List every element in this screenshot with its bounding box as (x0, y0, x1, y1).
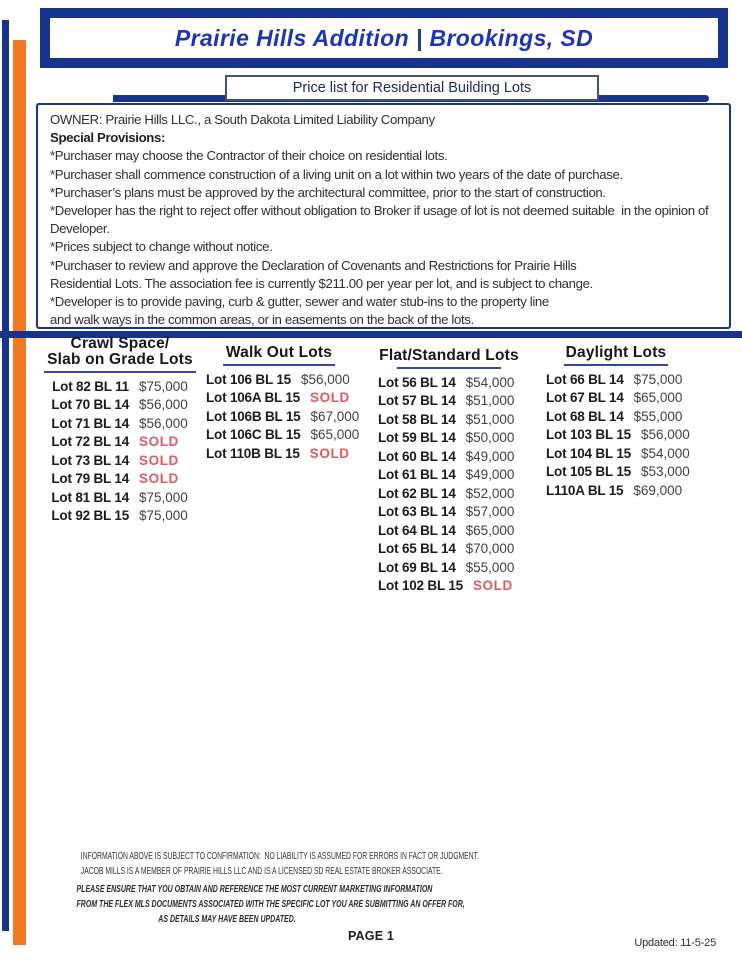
left-accent-bar-orange (13, 40, 26, 945)
lot-row (378, 392, 520, 411)
lot-price: $75,000 (139, 489, 188, 505)
lot-row (43, 377, 197, 396)
lot-price: $70,000 (465, 541, 515, 557)
lot-label: Lot 71 BL 14 (51, 415, 129, 431)
lot-row (206, 370, 352, 389)
lot-price: $69,000 (633, 482, 683, 498)
lot-price: $65,000 (310, 427, 360, 443)
lot-label: Lot 106C BL 15 (206, 427, 301, 443)
left-accent-bar-blue (2, 20, 9, 931)
section-title-line: Walk Out Lots (225, 344, 333, 361)
notice-line: PLEASE ENSURE THAT YOU OBTAIN AND REFERENCE THE MOST CURRENT MARKETING INFORMATION (76, 884, 433, 895)
updated-date-label: Updated: 11-5-25 (634, 937, 716, 949)
lot-row (546, 463, 690, 482)
lot-price: $55,000 (465, 559, 515, 575)
subtitle-box (225, 75, 599, 101)
provision-line: *Purchaser to review and approve the Declaration of Covenants and Restrictions for Prairie Hills (50, 257, 577, 273)
lot-row (378, 558, 520, 577)
section-title (206, 345, 352, 361)
lot-row (206, 444, 352, 463)
provision-line: Residential Lots. The association fee is currently $211.00 per year per lot, and is subject to change. (50, 275, 593, 291)
section-title (546, 345, 686, 361)
lot-sold-status: SOLD (139, 434, 179, 450)
lot-label: Lot 102 BL 15 (378, 578, 463, 594)
lot-sold-status: SOLD (472, 578, 513, 594)
lot-label: Lot 67 BL 14 (546, 390, 624, 406)
section-title-line: Daylight Lots (565, 344, 667, 361)
lot-price: $51,000 (465, 411, 515, 427)
lot-section-3 (546, 344, 690, 500)
lot-label: Lot 60 BL 14 (378, 448, 456, 464)
lot-row (206, 389, 352, 408)
lot-price: $65,000 (633, 390, 683, 406)
heading-underline (397, 367, 501, 369)
marketing-notice-block (12, 882, 465, 927)
lot-price: $75,000 (139, 508, 188, 524)
lot-price: $51,000 (465, 393, 515, 409)
heading-underline (44, 371, 196, 373)
header-banner (40, 8, 728, 68)
provisions-lines (50, 147, 729, 329)
lot-label: Lot 59 BL 14 (378, 430, 456, 446)
disclaimer-block (12, 849, 479, 879)
lot-label: Lot 69 BL 14 (378, 559, 456, 575)
lot-label: Lot 57 BL 14 (378, 393, 456, 409)
page-subtitle: Price list for Residential Building Lots (292, 80, 532, 96)
provision-line: Developer. (50, 221, 110, 237)
lot-row (378, 577, 520, 596)
lot-label: Lot 79 BL 14 (51, 471, 129, 487)
lot-label: Lot 105 BL 15 (546, 464, 631, 480)
provision-line: *Purchaser’s plans must be approved by the architectural committee, prior to the start of construction. (50, 184, 606, 200)
lot-row (378, 466, 520, 485)
special-provisions-label: Special Provisions: (50, 130, 166, 146)
lot-row (378, 484, 520, 503)
lot-row (43, 414, 197, 433)
lot-label: Lot 64 BL 14 (378, 522, 456, 538)
lot-row (378, 503, 520, 522)
lot-label: Lot 58 BL 14 (378, 411, 456, 427)
lot-price: $53,000 (640, 464, 690, 480)
lot-row (546, 444, 690, 463)
lot-price: $54,000 (465, 374, 515, 390)
lot-row (43, 451, 197, 470)
provision-line: *Purchaser shall commence construction of a living unit on a lot within two years of the date of purchase. (50, 166, 623, 182)
lot-label: Lot 62 BL 14 (378, 485, 456, 501)
lot-price: $52,000 (465, 485, 515, 501)
lot-row (546, 389, 686, 408)
provision-line: *Developer has the right to reject offer without obligation to Broker if usage of lot is not deemed suitable in the opinion of (50, 203, 709, 219)
lot-price: $57,000 (465, 504, 515, 520)
lot-price: $75,000 (139, 378, 188, 394)
page-title: Prairie Hills Addition | Brookings, SD (174, 24, 594, 51)
notice-line: FROM THE FLEX MLS DOCUMENTS ASSOCIATED WITH THE SPECIFIC LOT YOU ARE SUBMITTING AN OFFER FOR, (76, 899, 465, 910)
lot-price: $55,000 (633, 408, 683, 424)
lot-label: Lot 103 BL 15 (546, 427, 631, 443)
lot-row (206, 426, 360, 445)
lot-section-0 (43, 336, 197, 525)
heading-underline (223, 364, 335, 366)
special-provisions-box (36, 103, 731, 329)
section-title (378, 348, 520, 364)
lot-price: $49,000 (465, 467, 515, 483)
lot-label: Lot 66 BL 14 (546, 371, 624, 387)
lot-label: Lot 106A BL 15 (206, 390, 300, 406)
lot-row (546, 426, 690, 445)
lot-sold-status: SOLD (139, 452, 179, 468)
lot-label: Lot 81 BL 14 (51, 489, 129, 505)
lot-price: $56,000 (139, 415, 188, 431)
lot-label: Lot 110B BL 15 (206, 445, 300, 461)
lot-row (378, 447, 520, 466)
lot-row (378, 373, 520, 392)
provision-line: and walk ways in the common areas, or in easements on the back of the lots. (50, 312, 474, 328)
lot-row (43, 488, 197, 507)
lot-label: L110A BL 15 (546, 482, 624, 498)
provision-line: *Developer is to provide paving, curb & gutter, sewer and water stub-ins to the property line (50, 294, 549, 310)
lot-price: $65,000 (465, 522, 515, 538)
lot-label: Lot 70 BL 14 (51, 397, 129, 413)
lot-sold-status: SOLD (309, 390, 350, 406)
lot-price: $49,000 (465, 448, 515, 464)
lot-price: $67,000 (310, 408, 360, 424)
lot-price: $56,000 (300, 371, 350, 387)
lot-row (206, 407, 360, 426)
lot-row (43, 507, 197, 526)
lot-section-2 (378, 348, 520, 595)
heading-underline (564, 364, 668, 366)
lot-label: Lot 104 BL 15 (546, 445, 631, 461)
lot-price: $50,000 (465, 430, 515, 446)
owner-line: OWNER: Prairie Hills LLC., a South Dakota Limited Liability Company (50, 112, 435, 127)
lot-sold-status: SOLD (139, 471, 179, 487)
lot-row (546, 370, 686, 389)
disclaimer-line: INFORMATION ABOVE IS SUBJECT TO CONFIRMATION: NO LIABILITY IS ASSUMED FOR ERRORS IN FACT OR JUDGMENT. (80, 851, 479, 862)
section-title-line: Flat/Standard Lots (379, 347, 519, 364)
section-title-line: Crawl Space/ (70, 335, 170, 352)
section-title (43, 336, 197, 368)
lot-label: Lot 73 BL 14 (51, 452, 129, 468)
lot-label: Lot 61 BL 14 (378, 467, 456, 483)
lot-price: $75,000 (633, 371, 683, 387)
lot-price: $56,000 (640, 427, 690, 443)
lot-label: Lot 72 BL 14 (51, 434, 129, 450)
lot-row (378, 429, 520, 448)
lot-row (43, 433, 197, 452)
lot-row (43, 396, 197, 415)
section-title-line: Slab on Grade Lots (47, 351, 193, 368)
disclaimer-line: JACOB MILLS IS A MEMBER OF PRAIRIE HILLS LLC AND IS A LICENSED SD REAL ESTATE BROKER ASSOCIATE. (80, 866, 443, 877)
page-number-label: PAGE 1 (347, 929, 395, 943)
lot-label: Lot 92 BL 15 (51, 508, 129, 524)
lot-row (378, 521, 520, 540)
lot-label: Lot 106 BL 15 (206, 371, 291, 387)
lot-label: Lot 68 BL 14 (546, 408, 624, 424)
lot-label: Lot 65 BL 14 (378, 541, 456, 557)
lot-label: Lot 82 BL 11 (52, 378, 129, 394)
lot-section-1 (206, 344, 360, 463)
lot-price: $54,000 (640, 445, 690, 461)
lot-row (378, 540, 520, 559)
lot-price: $56,000 (139, 397, 188, 413)
lot-row (546, 407, 686, 426)
lot-sold-status: SOLD (309, 445, 350, 461)
provision-line: *Prices subject to change without notice. (50, 239, 273, 255)
provision-line: *Purchaser may choose the Contractor of their choice on residential lots. (50, 148, 448, 164)
lot-row (546, 481, 686, 500)
lot-label: Lot 106B BL 15 (206, 408, 301, 424)
lot-label: Lot 56 BL 14 (378, 374, 456, 390)
lot-row (43, 470, 197, 489)
notice-line: AS DETAILS MAY HAVE BEEN UPDATED. (158, 914, 296, 925)
lot-label: Lot 63 BL 14 (378, 504, 456, 520)
lot-row (378, 410, 520, 429)
